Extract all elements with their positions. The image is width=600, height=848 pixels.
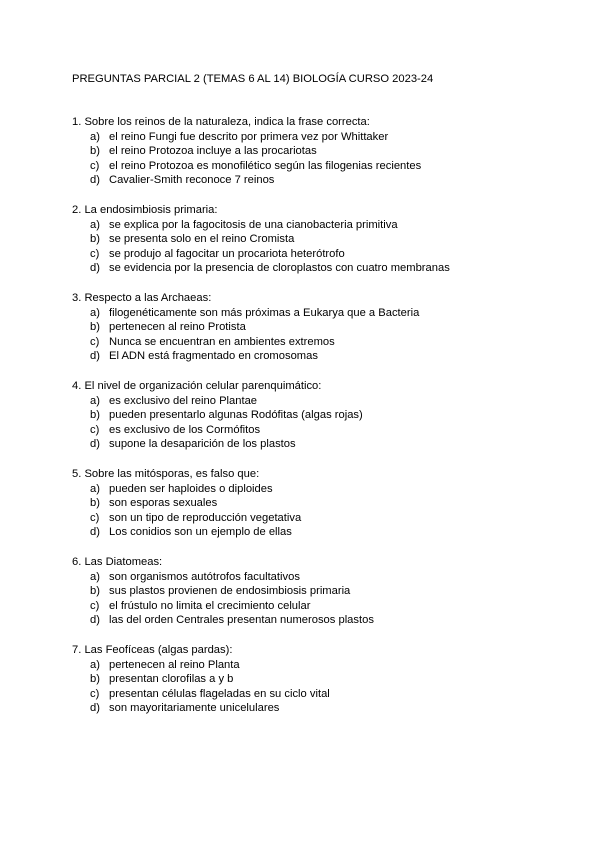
option-text: pertenecen al reino Protista — [109, 321, 246, 334]
question-text: 4. El nivel de organización celular parenquimático: — [72, 380, 322, 392]
question-text: 3. Respecto a las Archaeas: — [72, 292, 212, 304]
option-text: son organismos autótrofos facultativos — [109, 570, 300, 583]
option-letter: a) — [90, 130, 100, 143]
question-4 — [72, 379, 572, 452]
option-text: son esporas sexuales — [109, 497, 218, 510]
option-d — [72, 349, 572, 364]
option-text: pueden presentarlo algunas Rodófitas (algas rojas) — [109, 409, 363, 422]
option-b — [72, 320, 572, 335]
option-text: son un tipo de reproducción vegetativa — [109, 511, 302, 524]
option-letter: d) — [90, 174, 100, 187]
option-letter: d) — [90, 526, 100, 539]
option-c — [72, 511, 572, 526]
option-text: el frústulo no limita el crecimiento celular — [109, 599, 311, 612]
option-text: es exclusivo de los Cormófitos — [109, 423, 261, 436]
option-letter: b) — [90, 497, 100, 510]
option-text: se explica por la fagocitosis de una cianobacteria primitiva — [109, 218, 398, 231]
option-letter: d) — [90, 350, 100, 363]
option-text: presentan clorofilas a y b — [109, 673, 234, 686]
question-5 — [72, 467, 572, 540]
option-letter: c) — [90, 335, 100, 348]
option-a — [72, 130, 572, 145]
option-letter: a) — [90, 570, 100, 583]
question-text: 2. La endosimbiosis primaria: — [72, 204, 218, 216]
option-b — [72, 232, 572, 247]
option-letter: a) — [90, 218, 100, 231]
option-b — [72, 144, 572, 159]
question-6 — [72, 555, 572, 628]
option-letter: b) — [90, 673, 100, 686]
option-c — [72, 335, 572, 350]
option-text: El ADN está fragmentado en cromosomas — [109, 350, 318, 363]
option-c — [72, 247, 572, 262]
option-text: pueden ser haploides o diploides — [109, 482, 273, 495]
option-d — [72, 613, 572, 628]
option-d — [72, 525, 572, 540]
option-letter: c) — [90, 159, 100, 172]
question-3 — [72, 291, 572, 364]
question-text: 7. Las Feofíceas (algas pardas): — [72, 644, 233, 656]
option-letter: a) — [90, 482, 100, 495]
option-c — [72, 159, 572, 174]
option-text: se presenta solo en el reino Cromista — [109, 233, 295, 246]
option-b — [72, 496, 572, 511]
option-text: Nunca se encuentran en ambientes extremos — [109, 335, 335, 348]
question-2 — [72, 203, 572, 276]
option-text: el reino Protozoa incluye a las procariotas — [109, 145, 317, 158]
option-letter: b) — [90, 233, 100, 246]
option-letter: b) — [90, 585, 100, 598]
option-text: el reino Fungi fue descrito por primera vez por Whittaker — [109, 130, 389, 143]
option-text: es exclusivo del reino Plantae — [109, 394, 258, 407]
option-text: Cavalier-Smith reconoce 7 reinos — [109, 174, 275, 187]
option-c — [72, 423, 572, 438]
option-letter: b) — [90, 409, 100, 422]
option-text: presentan células flageladas en su ciclo vital — [109, 687, 330, 700]
option-d — [72, 437, 572, 452]
option-letter: b) — [90, 145, 100, 158]
question-7 — [72, 643, 572, 716]
option-letter: a) — [90, 394, 100, 407]
option-letter: d) — [90, 614, 100, 627]
option-text: se produjo al fagocitar un procariota heterótrofo — [109, 247, 345, 260]
option-a — [72, 570, 572, 585]
option-letter: d) — [90, 702, 100, 715]
option-text: el reino Protozoa es monofilético según las filogenias recientes — [109, 159, 422, 172]
option-letter: c) — [90, 247, 100, 260]
option-d — [72, 173, 572, 188]
option-text: filogenéticamente son más próximas a Eukarya que a Bacteria — [109, 306, 420, 319]
option-text: las del orden Centrales presentan numerosos plastos — [109, 614, 374, 627]
option-b — [72, 672, 572, 687]
option-b — [72, 584, 572, 599]
question-text: 5. Sobre las mitósporas, es falso que: — [72, 468, 260, 480]
option-a — [72, 394, 572, 409]
option-letter: c) — [90, 511, 100, 524]
option-c — [72, 599, 572, 614]
option-text: sus plastos provienen de endosimbiosis primaria — [109, 585, 351, 598]
option-letter: a) — [90, 306, 100, 319]
option-d — [72, 261, 572, 276]
option-a — [72, 306, 572, 321]
option-a — [72, 218, 572, 233]
option-text: Los conidios son un ejemplo de ellas — [109, 526, 292, 539]
option-letter: b) — [90, 321, 100, 334]
option-text: pertenecen al reino Planta — [109, 658, 240, 671]
question-text: 1. Sobre los reinos de la naturaleza, indica la frase correcta: — [72, 116, 370, 128]
option-text: se evidencia por la presencia de cloroplastos con cuatro membranas — [109, 262, 450, 275]
option-letter: a) — [90, 658, 100, 671]
option-d — [72, 701, 572, 716]
option-b — [72, 408, 572, 423]
option-letter: d) — [90, 438, 100, 451]
option-c — [72, 687, 572, 702]
option-text: supone la desaparición de los plastos — [109, 438, 296, 451]
document-title: PREGUNTAS PARCIAL 2 (TEMAS 6 AL 14) BIOLOGÍA CURSO 2023-24 — [72, 73, 434, 85]
question-1 — [72, 115, 572, 188]
option-letter: c) — [90, 687, 100, 700]
option-a — [72, 658, 572, 673]
option-text: son mayoritariamente unicelulares — [109, 702, 280, 715]
option-letter: d) — [90, 262, 100, 275]
option-a — [72, 482, 572, 497]
question-text: 6. Las Diatomeas: — [72, 556, 163, 568]
option-letter: c) — [90, 423, 100, 436]
option-letter: c) — [90, 599, 100, 612]
